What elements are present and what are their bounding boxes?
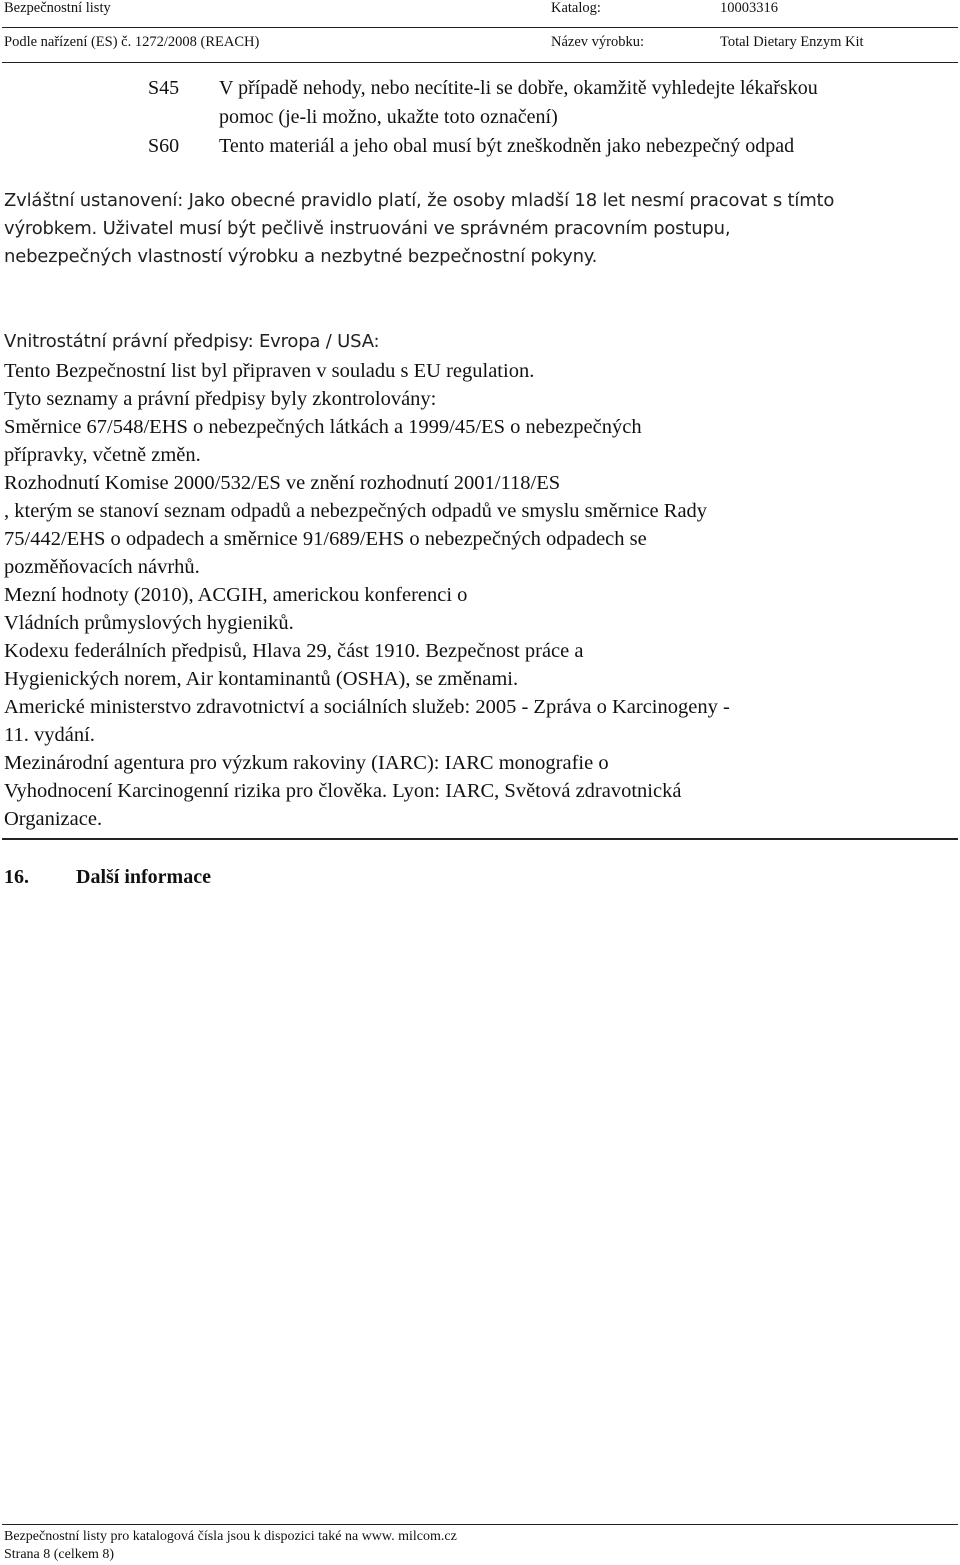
s-phrase-line: V případě nehody, nebo necítite-li se dobře, okamžitě vyhledejte lékařskou — [219, 77, 818, 99]
section-divider — [2, 838, 958, 840]
text-line: Vnitrostátní právní předpisy: Evropa / USA: — [4, 331, 380, 352]
footer-divider — [2, 1524, 958, 1525]
text-line: Tento Bezpečnostní list byl připraven v souladu s EU regulation. — [4, 360, 535, 382]
text-line: Zvláštní ustanovení: Jako obecné pravidlo platí, že osoby mladší 18 let nesmí pracovat s tímto — [4, 190, 835, 211]
page-number: Strana 8 (celkem 8) — [4, 1547, 115, 1562]
s-phrase-code: S60 — [148, 135, 180, 157]
text-line: Mezinárodní agentura pro výzkum rakoviny (IARC): IARC monografie o — [4, 752, 609, 774]
catalog-label: Katalog: — [551, 0, 601, 16]
section-number: 16. — [4, 866, 29, 888]
text-line: výrobkem. Uživatel musí být pečlivě instruováni ve správném pracovním postupu, — [4, 218, 731, 239]
text-line: Hygienických norem, Air kontaminantů (OSHA), se změnami. — [4, 668, 519, 690]
regulations-paragraph — [4, 357, 954, 833]
text-line: Rozhodnutí Komise 2000/532/ES ve znění rozhodnutí 2001/118/ES — [4, 472, 561, 494]
text-line: 11. vydání. — [4, 724, 95, 746]
text-line: Vyhodnocení Karcinogenní rizika pro člověka. Lyon: IARC, Světová zdravotnická — [4, 780, 682, 802]
text-line: Americké ministerstvo zdravotnictví a sociálních služeb: 2005 - Zpráva o Karcinogeny - — [4, 696, 730, 718]
text-line: Směrnice 67/548/EHS o nebezpečných látkách a 1999/45/ES o nebezpečných — [4, 416, 642, 438]
s-phrase-text — [219, 74, 818, 132]
catalog-number: 10003316 — [720, 0, 778, 16]
section-title: Další informace — [76, 866, 211, 888]
s-phrase-text — [219, 132, 794, 161]
text-line: pozměňovacích návrhů. — [4, 556, 200, 578]
header-divider-bottom — [2, 62, 958, 63]
text-line: 75/442/EHS o odpadech a směrnice 91/689/EHS o nebezpečných odpadech se — [4, 528, 647, 550]
s-phrase-line: Tento materiál a jeho obal musí být zneškodněn jako nebezpečný odpad — [219, 135, 795, 157]
text-line: nebezpečných vlastností výrobku a nezbytné bezpečnostní pokyny. — [4, 246, 598, 267]
product-name: Total Dietary Enzym Kit — [720, 34, 864, 50]
text-line: Tyto seznamy a právní předpisy byly zkontrolovány: — [4, 388, 437, 410]
product-name-label: Název výrobku: — [551, 34, 645, 50]
national-regulations-heading — [4, 328, 954, 356]
regulation-label: Podle nařízení (ES) č. 1272/2008 (REACH) — [4, 34, 260, 50]
header-divider-top — [2, 27, 958, 28]
header-row-top — [4, 0, 956, 22]
text-line: Vládních průmyslových hygieniků. — [4, 612, 294, 634]
text-line: , kterým se stanoví seznam odpadů a nebezpečných odpadů ve smyslu směrnice Rady — [4, 500, 708, 522]
text-line: Kodexu federálních předpisů, Hlava 29, část 1910. Bezpečnost práce a — [4, 640, 584, 662]
header-row-bottom — [4, 34, 956, 56]
page-footer — [4, 1528, 457, 1564]
footer-availability-note: Bezpečnostní listy pro katalogová čísla jsou k dispozici také na www. milcom.cz — [4, 1529, 457, 1544]
text-line: přípravky, včetně změn. — [4, 444, 201, 466]
s-phrase-line: pomoc (je-li možno, ukažte toto označení) — [219, 106, 558, 128]
special-provisions-paragraph — [4, 187, 954, 271]
document-type-label: Bezpečnostní listy — [4, 0, 111, 16]
text-line: Mezní hodnoty (2010), ACGIH, americkou konferenci o — [4, 584, 468, 606]
s-phrase-code: S45 — [148, 77, 180, 99]
text-line: Organizace. — [4, 808, 103, 830]
